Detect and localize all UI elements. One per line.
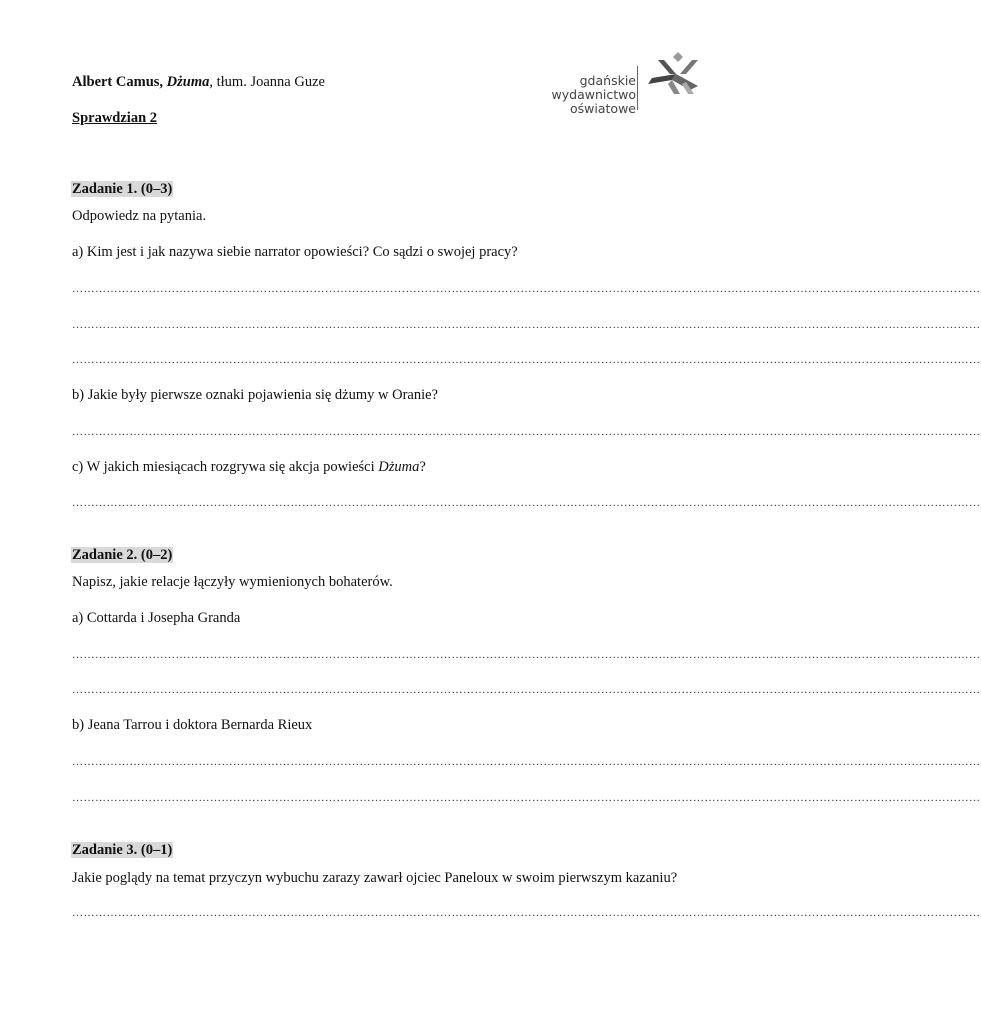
task-1-question-b: b) Jakie były pierwsze oznaki pojawienia się dżumy w Oranie? bbox=[72, 387, 438, 403]
question-c-suffix: ? bbox=[419, 459, 426, 475]
task-3-question: Jakie poglądy na temat przyczyn wybuchu zarazy zawarł ojciec Paneloux w swoim pierwszym kazaniu? bbox=[72, 870, 678, 886]
task-3-heading-text: Zadanie 3. (0–1) bbox=[72, 842, 173, 858]
question-c-title: Dżuma bbox=[378, 459, 420, 475]
task-1-question-c bbox=[72, 458, 426, 476]
task-2-heading-text: Zadanie 2. (0–2) bbox=[72, 547, 173, 563]
answer-line[interactable]: ………………………………………………………………………………………………………………………………………………………………………………………………………………… bbox=[72, 756, 981, 768]
task-1-heading-text: Zadanie 1. (0–3) bbox=[72, 181, 173, 197]
logo-line-3: oświatowe bbox=[570, 101, 636, 116]
answer-line[interactable]: ………………………………………………………………………………………………………………………………………………………………………………………………………………… bbox=[72, 792, 981, 804]
task-2-heading bbox=[71, 546, 173, 564]
task-2-instruction: Napisz, jakie relacje łączyły wymienionych bohaterów. bbox=[72, 574, 393, 590]
logo-line-1: gdańskie bbox=[579, 73, 636, 88]
answer-line[interactable]: ………………………………………………………………………………………………………………………………………………………………………………………………………………… bbox=[72, 354, 981, 366]
answer-line[interactable]: ………………………………………………………………………………………………………………………………………………………………………………………………………………… bbox=[72, 319, 981, 331]
task-1-question-a: a) Kim jest i jak nazywa siebie narrator opowieści? Co sądzi o swojej pracy? bbox=[72, 244, 518, 260]
answer-line[interactable]: ………………………………………………………………………………………………………………………………………………………………………………………………………………… bbox=[72, 283, 981, 295]
answer-line[interactable]: ………………………………………………………………………………………………………………………………………………………………………………………………………………… bbox=[72, 426, 981, 438]
task-3-heading bbox=[71, 841, 173, 859]
task-2-question-b: b) Jeana Tarrou i doktora Bernarda Rieux bbox=[72, 717, 313, 733]
logo-line-2: wydawnictwo bbox=[551, 87, 636, 102]
answer-line[interactable]: ………………………………………………………………………………………………………………………………………………………………………………………………………………… bbox=[72, 907, 981, 919]
logo-divider bbox=[637, 66, 638, 110]
test-title: Sprawdzian 2 bbox=[72, 110, 158, 126]
translator: , tłum. Joanna Guze bbox=[209, 74, 325, 90]
task-1-heading bbox=[71, 180, 173, 198]
answer-line[interactable]: ………………………………………………………………………………………………………………………………………………………………………………………………………………… bbox=[72, 684, 981, 696]
question-c-prefix: c) W jakich miesiącach rozgrywa się akcja powieści bbox=[72, 459, 379, 475]
document-header bbox=[72, 73, 325, 91]
publisher-logo-text bbox=[552, 74, 636, 116]
author-name: Albert Camus, bbox=[72, 74, 167, 90]
answer-line[interactable]: ………………………………………………………………………………………………………………………………………………………………………………………………………………… bbox=[72, 649, 981, 661]
task-2-question-a: a) Cottarda i Josepha Granda bbox=[72, 610, 241, 626]
task-1-instruction: Odpowiedz na pytania. bbox=[72, 208, 207, 224]
publisher-logo-icon bbox=[642, 50, 700, 100]
answer-line[interactable]: ………………………………………………………………………………………………………………………………………………………………………………………………………………… bbox=[72, 497, 981, 509]
book-title: Dżuma bbox=[166, 74, 210, 90]
